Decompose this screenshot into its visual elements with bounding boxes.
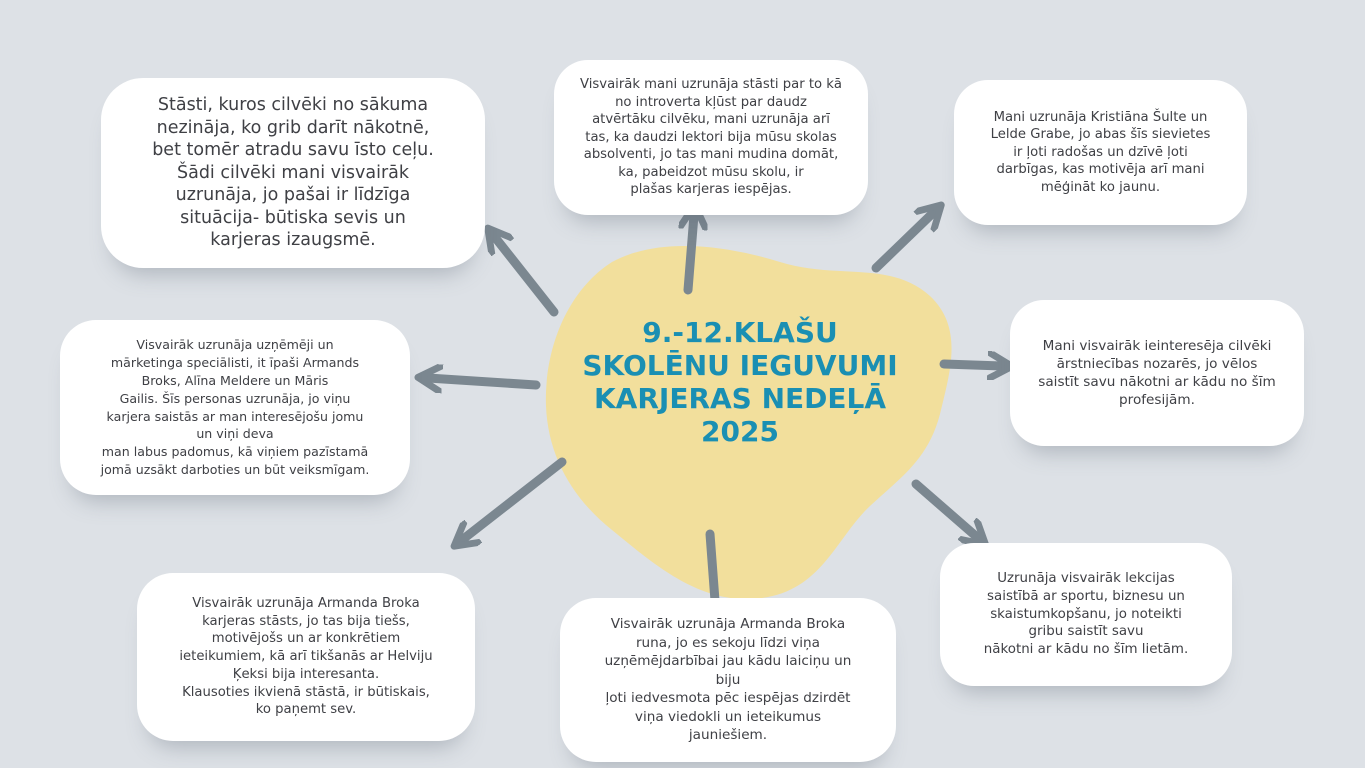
bubble-top-left-text: Stāsti, kuros cilvēki no sākuma nezināja, ko grib darīt nākotnē, bet tomēr atradu savu īsto ceļu. Šādi cilvēki mani visvairāk uzrunāja, jo pašai ir līdzīga situācija- būtiska sevis un karjeras izaugsmē. xyxy=(152,95,434,251)
bubble-top-right xyxy=(954,80,1247,225)
arrow-top-right xyxy=(876,212,934,268)
bubble-bottom-center xyxy=(560,598,896,762)
bubble-bottom-left-text: Visvairāk uzrunāja Armanda Broka karjeras stāsts, jo tas bija tiešs, motivējošs un ar konkrētiem ieteikumiem, kā arī tikšanās ar Helviju Ķeksi bija interesanta. Klausoties ikvienā stāstā, ir būtiskais, ko paņemt sev. xyxy=(179,595,433,718)
bubble-middle-left xyxy=(60,320,410,495)
bubble-bottom-center-text: Visvairāk uzrunāja Armanda Broka runa, jo es sekoju līdzi viņa uzņēmējdarbībai jau kādu laiciņu un biju ļoti iedvesmota pēc iespējas dzirdēt viņa viedokli un ieteikumus jauniešiem. xyxy=(604,616,852,744)
bubble-bottom-right-text: Uzrunāja visvairāk lekcijas saistībā ar sportu, biznesu un skaistumkopšanu, jo noteikti gribu saistīt savu nākotni ar kādu no šīm lietām. xyxy=(983,571,1189,658)
bubble-bottom-right xyxy=(940,543,1232,686)
bubble-bottom-left xyxy=(137,573,475,741)
arrow-top-left xyxy=(494,236,554,312)
bubble-top-center xyxy=(554,60,868,215)
arrow-middle-right xyxy=(944,364,1002,366)
bubble-middle-right xyxy=(1010,300,1304,446)
bubble-top-left xyxy=(101,78,485,268)
arrow-bottom-left xyxy=(462,462,562,540)
bubble-middle-left-text: Visvairāk uzrunāja uzņēmēji un mārketinga speciālisti, it īpaši Armands Broks, Alīna Meldere un Māris Gailis. Šīs personas uzrunāja, jo viņu karjera saistās ar man interesējošu jomu un viņi deva man labus padomus, kā viņiem pazīstamā jomā uzsākt darboties un būt veiksmīgam. xyxy=(100,337,370,477)
center-title: 9.-12.KLAŠU SKOLĒNU IEGUVUMI KARJERAS NEDEĻĀ 2025 xyxy=(582,316,898,448)
arrow-middle-left xyxy=(428,378,536,385)
bubble-middle-right-text: Mani visvairāk ieinteresēja cilvēki ārstniecības nozarēs, jo vēlos saistīt savu nākotni ar kādu no šīm profesijām. xyxy=(1038,338,1276,408)
arrow-top-center xyxy=(688,215,694,290)
bubble-top-right-text: Mani uzrunāja Kristiāna Šulte un Lelde Grabe, jo abas šīs sievietes ir ļoti radošas un dzīvē ļoti darbīgas, kas motivēja arī mani mēģināt ko jaunu. xyxy=(990,109,1211,195)
arrow-bottom-right xyxy=(916,484,978,538)
bubble-top-center-text: Visvairāk mani uzrunāja stāsti par to kā no introverta kļūst par daudz atvērtāku cilvēku, mani uzrunāja arī tas, ka daudzi lektori bija mūsu skolas absolventi, jo tas mani mudina domāt, ka, pabeidzot mūsu skolu, ir plašas karjeras iespējas. xyxy=(580,76,842,198)
